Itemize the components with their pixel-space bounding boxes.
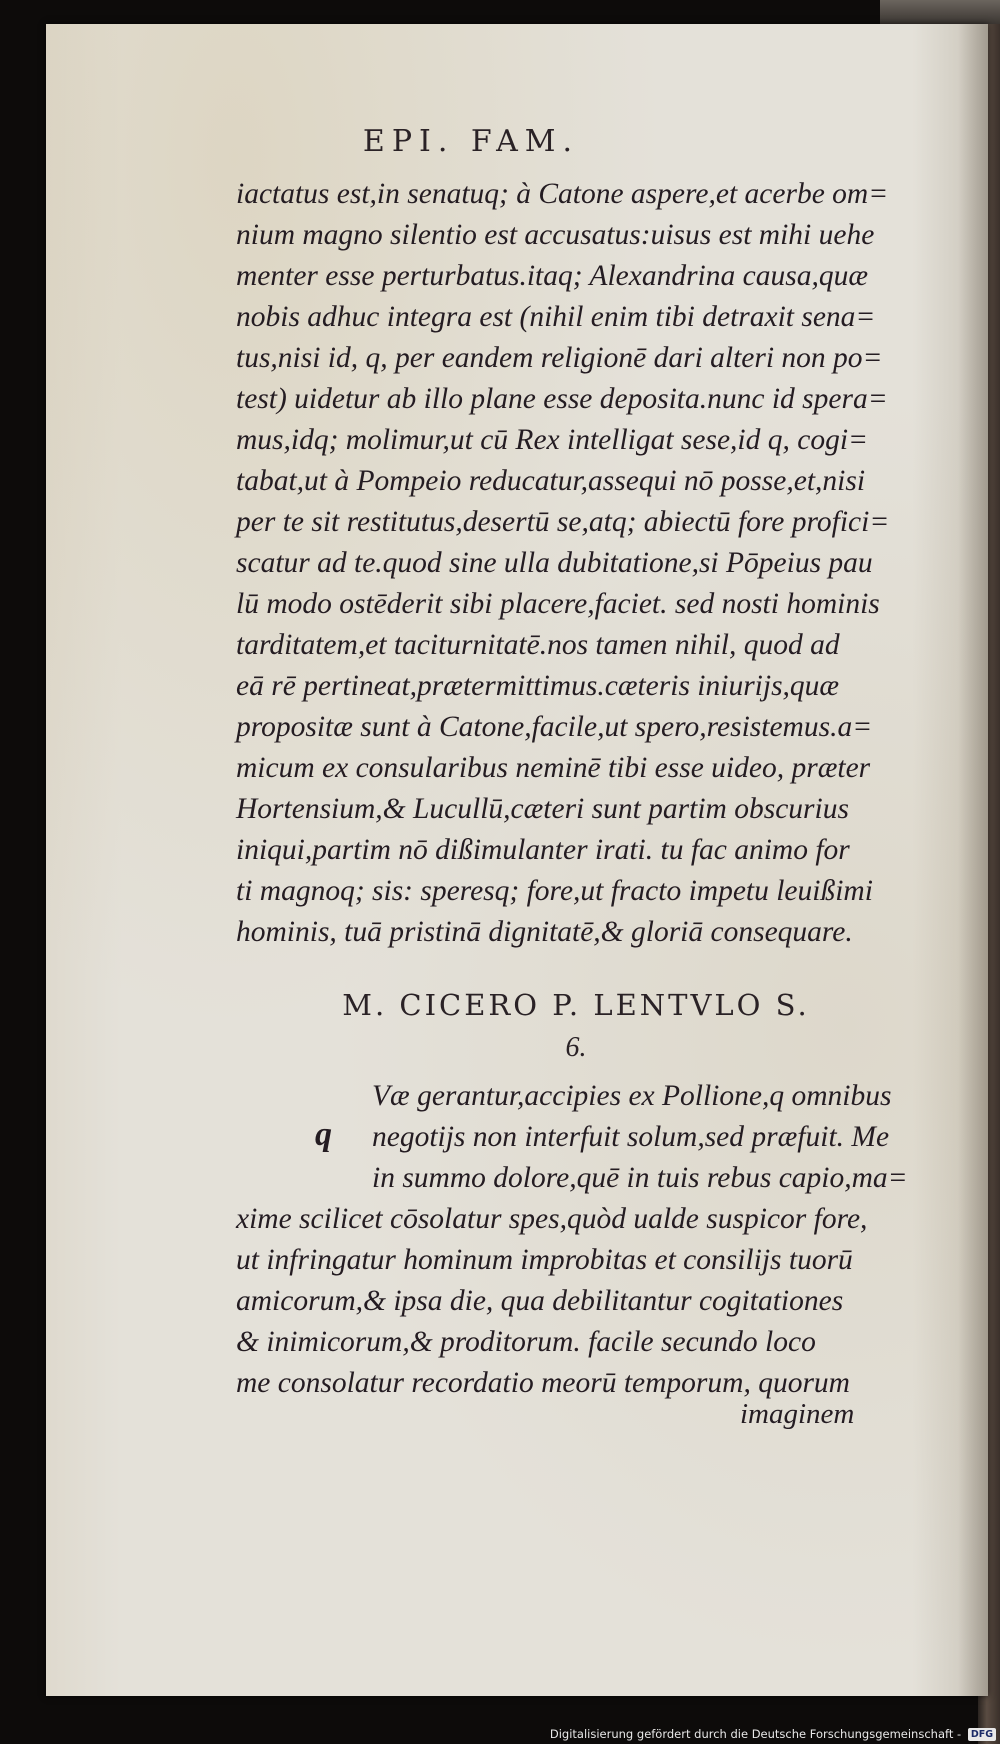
text-line: lū modo ostēderit sibi placere,faciet. sed nosti hominis xyxy=(236,588,880,620)
text-line: tarditatem,et taciturnitatē.nos tamen nihil, quod ad xyxy=(236,629,840,661)
text-line: negotijs non interfuit solum,sed præfuit. Me xyxy=(372,1121,890,1153)
text-line: & inimicorum,& proditorum. facile secundo loco xyxy=(236,1326,816,1358)
letter-6-heading: M. CICERO P. LENTVLO S. xyxy=(342,988,810,1022)
text-line: menter esse perturbatus.itaq; Alexandrina causa,quæ xyxy=(236,260,869,292)
letter-5-text xyxy=(236,174,916,953)
text-line: micum ex consularibus neminē tibi esse uideo, præter xyxy=(236,752,871,784)
text-line: iactatus est,in senatuq; à Catone aspere,et acerbe om= xyxy=(236,178,889,210)
credit-text: Digitalisierung gefördert durch die Deutsche Forschungsgemeinschaft - xyxy=(549,1727,962,1741)
text-line: scatur ad te.quod sine ulla dubitatione,si Pōpeius pau xyxy=(236,547,873,579)
letter-6-number: 6. xyxy=(565,1032,587,1063)
digitization-credit xyxy=(550,1727,996,1741)
running-head: EPI. FAM. xyxy=(362,124,580,159)
text-line: iniqui,partim nō dißimulanter irati. tu fac animo for xyxy=(236,834,850,866)
dfg-logo-icon: DFG xyxy=(968,1728,996,1741)
text-line: tus,nisi id, q, per eandem religionē dari alteri non po= xyxy=(236,342,883,374)
text-line: xime scilicet cōsolatur spes,quòd ualde suspicor fore, xyxy=(236,1203,868,1235)
text-line: ti magnoq; sis: speresq; fore,ut fracto impetu leuißimi xyxy=(236,875,873,907)
letter-6-text xyxy=(236,1076,916,1404)
text-line: mus,idq; molimur,ut cū Rex intelligat sese,id q, cogi= xyxy=(236,424,868,456)
text-line: nobis adhuc integra est (nihil enim tibi detraxit sena= xyxy=(236,301,876,333)
book-cover-corner xyxy=(880,0,1000,24)
catchword: imaginem xyxy=(740,1398,855,1430)
text-line: test) uidetur ab illo plane esse deposita.nunc id spera= xyxy=(236,383,888,415)
text-line: in summo dolore,quē in tuis rebus capio,ma= xyxy=(372,1162,908,1194)
text-line: hominis, tuā pristinā dignitatē,& gloriā consequare. xyxy=(236,916,853,948)
page-gutter-shadow xyxy=(958,24,988,1696)
text-line: nium magno silentio est accusatus:uisus est mihi uehe xyxy=(236,219,875,251)
text-line: propositæ sunt à Catone,facile,ut spero,resistemus.a= xyxy=(236,711,873,743)
text-line: me consolatur recordatio meorū temporum, quorum xyxy=(236,1367,850,1399)
text-line: Væ gerantur,accipies ex Pollione,q omnibus xyxy=(372,1080,892,1112)
text-line: Hortensium,& Lucullū,cæteri sunt partim obscurius xyxy=(236,793,849,825)
text-line: eā rē pertineat,prætermittimus.cæteris iniurijs,quæ xyxy=(236,670,840,702)
text-line: ut infringatur hominum improbitas et consilijs tuorū xyxy=(236,1244,853,1276)
text-line: amicorum,& ipsa die, qua debilitantur cogitationes xyxy=(236,1285,844,1317)
text-line: per te sit restitutus,desertū se,atq; abiectū fore profici= xyxy=(236,506,890,538)
drop-cap: q xyxy=(315,1116,332,1153)
text-line: tabat,ut à Pompeio reducatur,assequi nō posse,et,nisi xyxy=(236,465,866,497)
